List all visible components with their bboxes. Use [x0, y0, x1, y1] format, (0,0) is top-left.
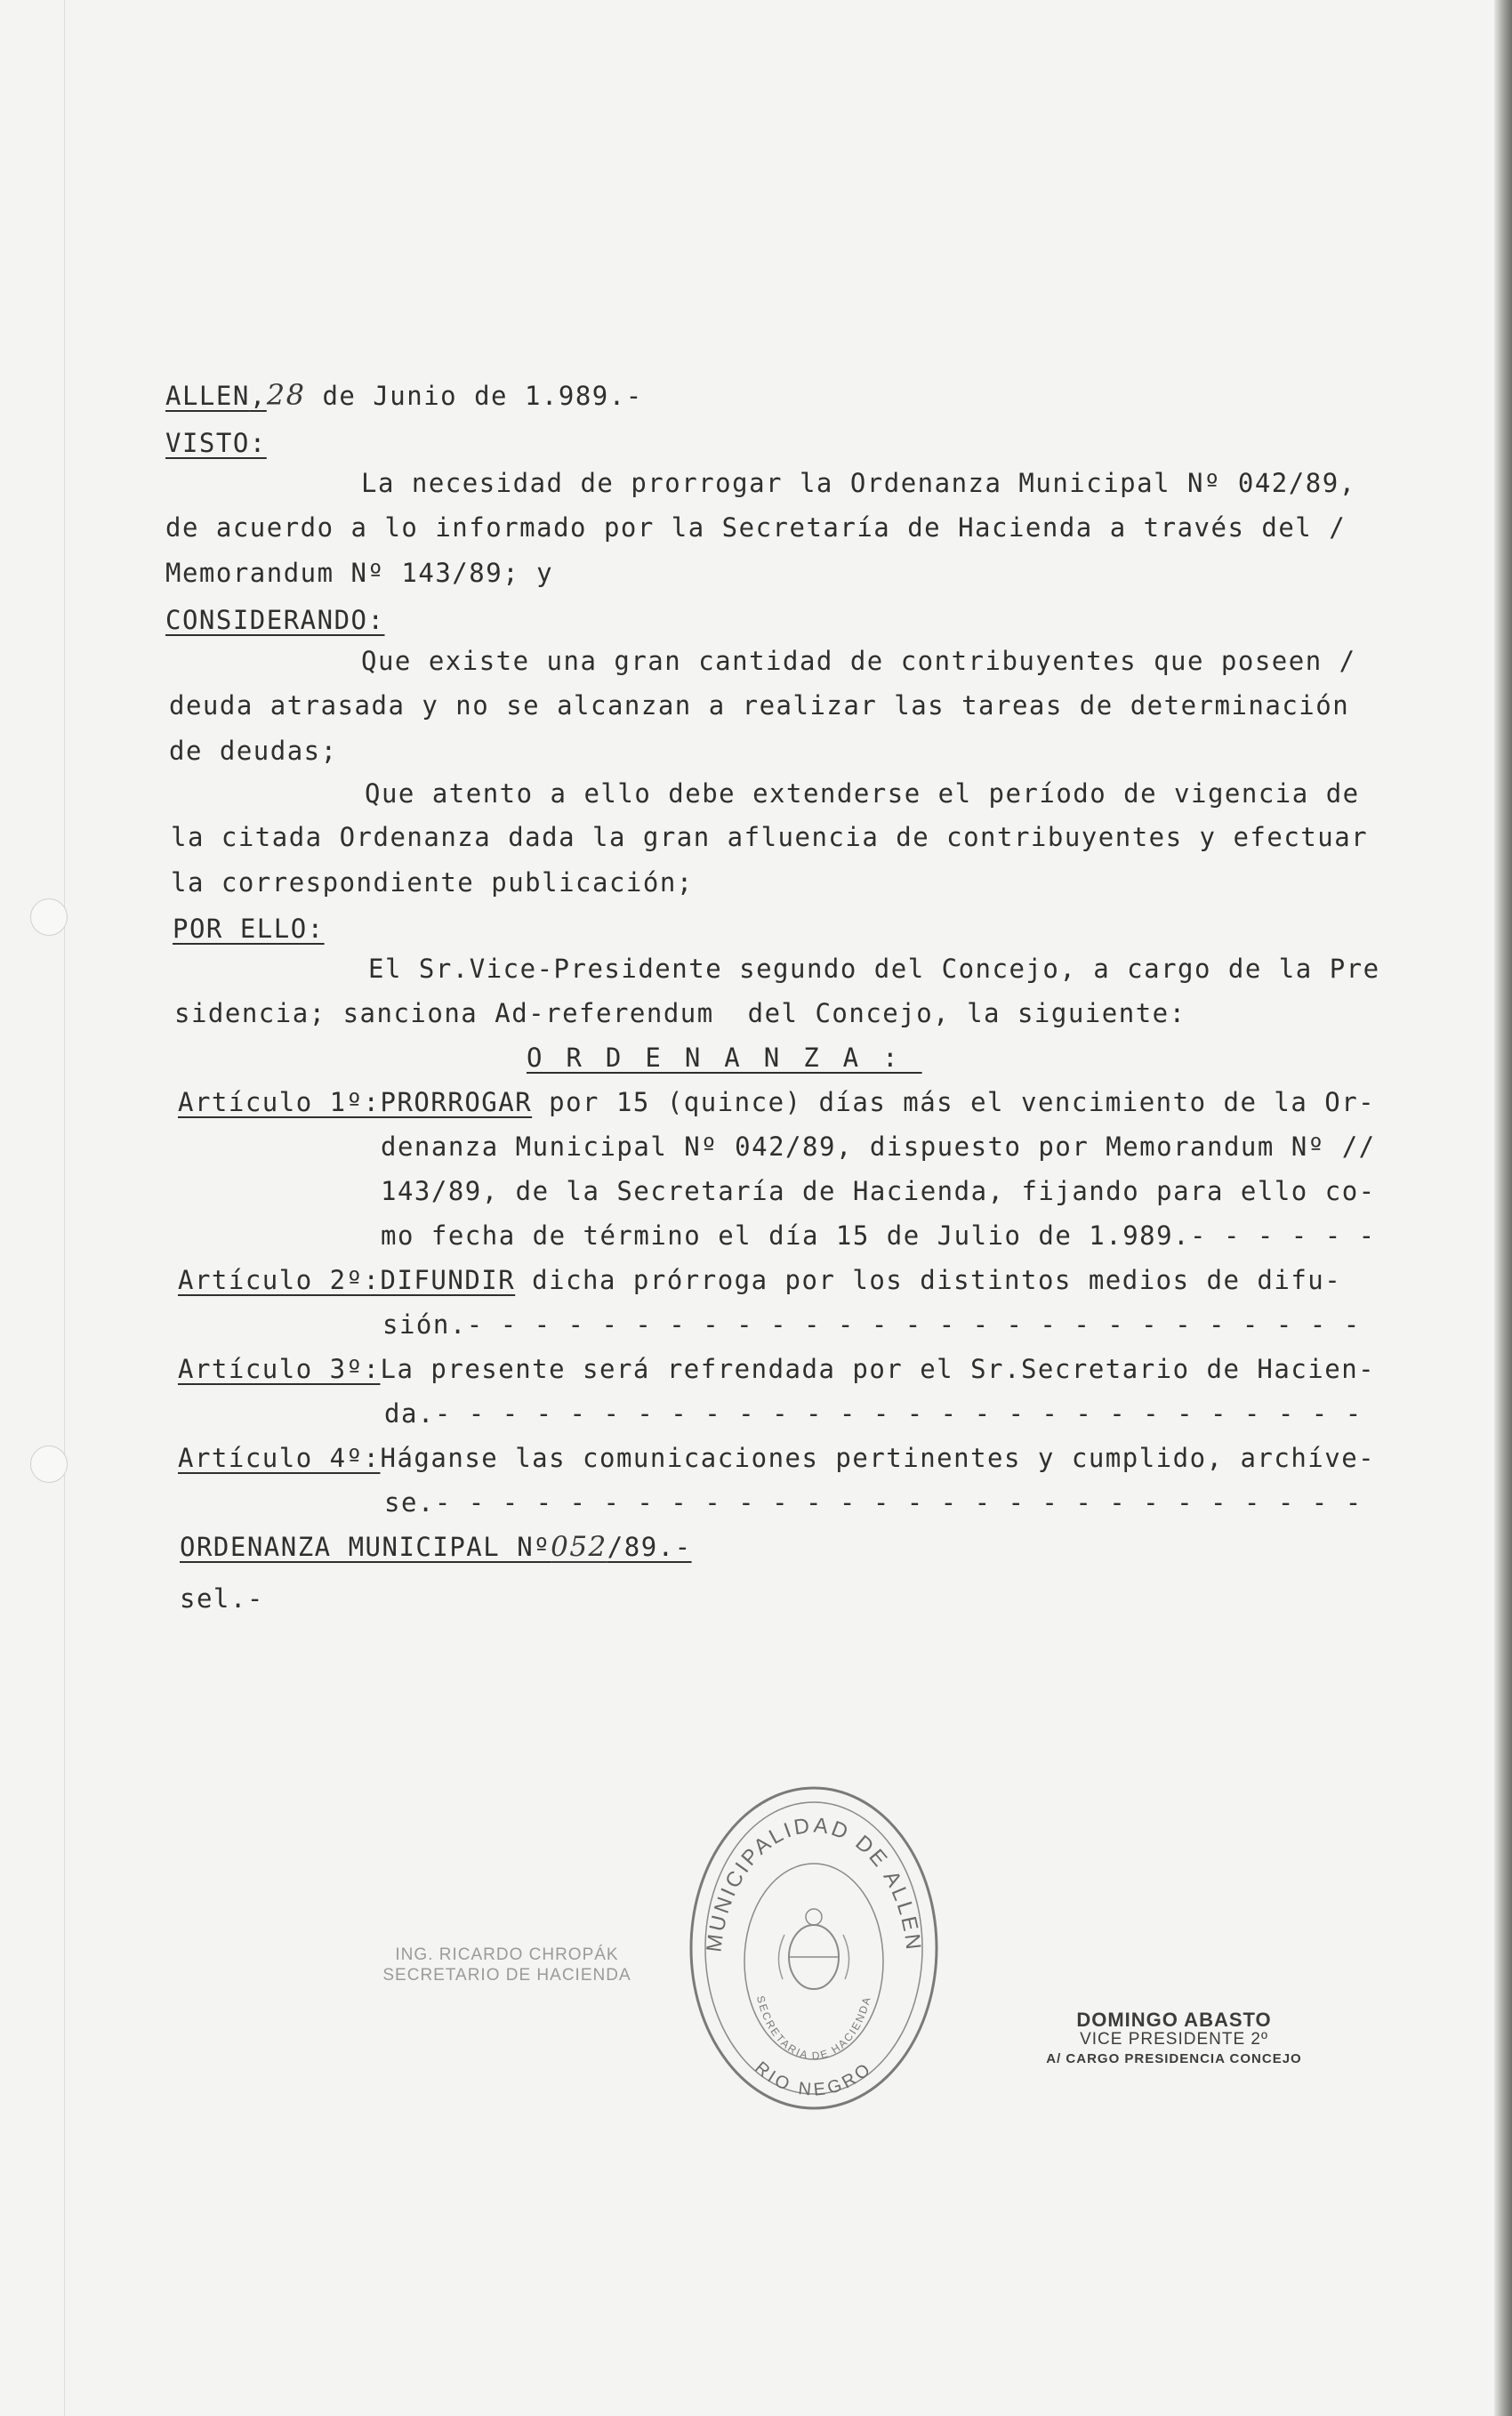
considerando-line: Que existe una gran cantidad de contribuyentes que poseen /: [361, 646, 1356, 676]
punch-hole: [30, 898, 68, 936]
article-text: Háganse las comunicaciones pertinentes y cumplido, archíve-: [380, 1443, 1376, 1473]
svg-text:RIO NEGRO: [751, 2058, 876, 2100]
visto-line: de acuerdo a lo informado por la Secretaría de Hacienda a través del /: [165, 512, 1347, 543]
article-2: [178, 1265, 1341, 1295]
considerando-line: de deudas;: [169, 736, 338, 766]
considerando-line: Que atento a ello debe extenderse el período de vigencia de: [365, 778, 1360, 809]
article-line: se.- - - - - - - - - - - - - - - - - - - - - - - - - - - -: [384, 1487, 1363, 1518]
signer-name: ING. RICARDO CHROPÁK: [395, 1945, 619, 1964]
considerando-line: la correspondiente publicación;: [171, 867, 694, 898]
article-keyword: PRORROGAR: [380, 1087, 533, 1117]
article-line: sión.- - - - - - - - - - - - - - - - - - - - - - - - - - -: [382, 1309, 1361, 1340]
punch-hole: [30, 1446, 68, 1483]
handwritten-ordinance-number: 052: [551, 1531, 607, 1563]
date-text: de Junio de 1.989.-: [305, 381, 643, 411]
typist-initials: sel.-: [180, 1583, 264, 1614]
signer-subtitle: A/ CARGO PRESIDENCIA CONCEJO: [1046, 2051, 1302, 2066]
signer-title: VICE PRESIDENTE 2º: [1080, 2030, 1268, 2049]
por-ello-heading: POR ELLO:: [173, 914, 325, 944]
article-line: 143/89, de la Secretaría de Hacienda, fijando para ello co-: [381, 1176, 1376, 1206]
article-keyword: DIFUNDIR: [380, 1265, 516, 1295]
article-3: [178, 1354, 1375, 1384]
place-name: ALLEN: [165, 381, 250, 411]
visto-line: Memorandum Nº 143/89; y: [165, 558, 554, 588]
article-label: Artículo 1º:: [178, 1087, 381, 1117]
svg-text:MUNICIPALIDAD DE ALLEN: [702, 1814, 925, 1953]
municipal-seal-icon: [685, 1779, 943, 2117]
ordinance-number-line: [180, 1532, 692, 1562]
ordinance-prefix: ORDENANZA MUNICIPAL Nº: [180, 1532, 551, 1562]
signature-right: [1023, 2010, 1325, 2069]
article-1: [178, 1087, 1375, 1117]
seal-outer-text: MUNICIPALIDAD DE ALLEN: [702, 1813, 926, 1953]
considerando-heading: CONSIDERANDO:: [165, 605, 385, 635]
article-4: [178, 1443, 1375, 1473]
article-line: mo fecha de término el día 15 de Julio de 1.989.- - - - - -: [381, 1220, 1376, 1251]
ordinance-suffix: /89.-: [607, 1532, 692, 1562]
article-text: dicha prórroga por los distintos medios de difu-: [515, 1265, 1342, 1295]
signer-name: DOMINGO ABASTO: [1076, 2009, 1272, 2031]
svg-text:SECRETARIA DE HACIENDA: [754, 1994, 873, 2062]
visto-heading: VISTO:: [165, 428, 267, 458]
article-label: Artículo 4º:: [178, 1443, 381, 1473]
visto-line: La necesidad de prorrogar la Ordenanza Municipal Nº 042/89,: [361, 468, 1356, 498]
article-text: por 15 (quince) días más el vencimiento de la Or-: [532, 1087, 1376, 1117]
handwritten-day: 28: [266, 378, 306, 412]
considerando-line: la citada Ordenanza dada la gran afluencia de contribuyentes y efectuar: [171, 822, 1369, 852]
article-line: da.- - - - - - - - - - - - - - - - - - - - - - - - - - - -: [384, 1398, 1363, 1429]
signer-title: SECRETARIO DE HACIENDA: [382, 1966, 631, 1985]
article-line: denanza Municipal Nº 042/89, dispuesto por Memorandum Nº //: [381, 1131, 1376, 1162]
seal-inner-text: SECRETARIA DE HACIENDA: [754, 1994, 873, 2063]
article-label: Artículo 2º:: [178, 1265, 381, 1295]
por-ello-line: El Sr.Vice-Presidente segundo del Concejo, a cargo de la Pre: [368, 954, 1380, 984]
seal-bottom-text: RIO NEGRO: [751, 2058, 877, 2100]
article-text: La presente será refrendada por el Sr.Secretario de Hacien-: [380, 1354, 1376, 1384]
considerando-line: deuda atrasada y no se alcanzan a realizar las tareas de determinación: [169, 690, 1350, 721]
ordenanza-title: ORDENANZA:: [527, 1043, 922, 1073]
por-ello-line: sidencia; sanciona Ad-referendum del Concejo, la siguiente:: [174, 998, 1186, 1028]
date-line: ALLEN,28 de Junio de 1.989.-: [165, 378, 643, 412]
signature-left: [374, 1945, 640, 1985]
page-fold-line: [64, 0, 65, 2416]
article-label: Artículo 3º:: [178, 1354, 381, 1384]
page-right-edge: [1494, 0, 1512, 2416]
